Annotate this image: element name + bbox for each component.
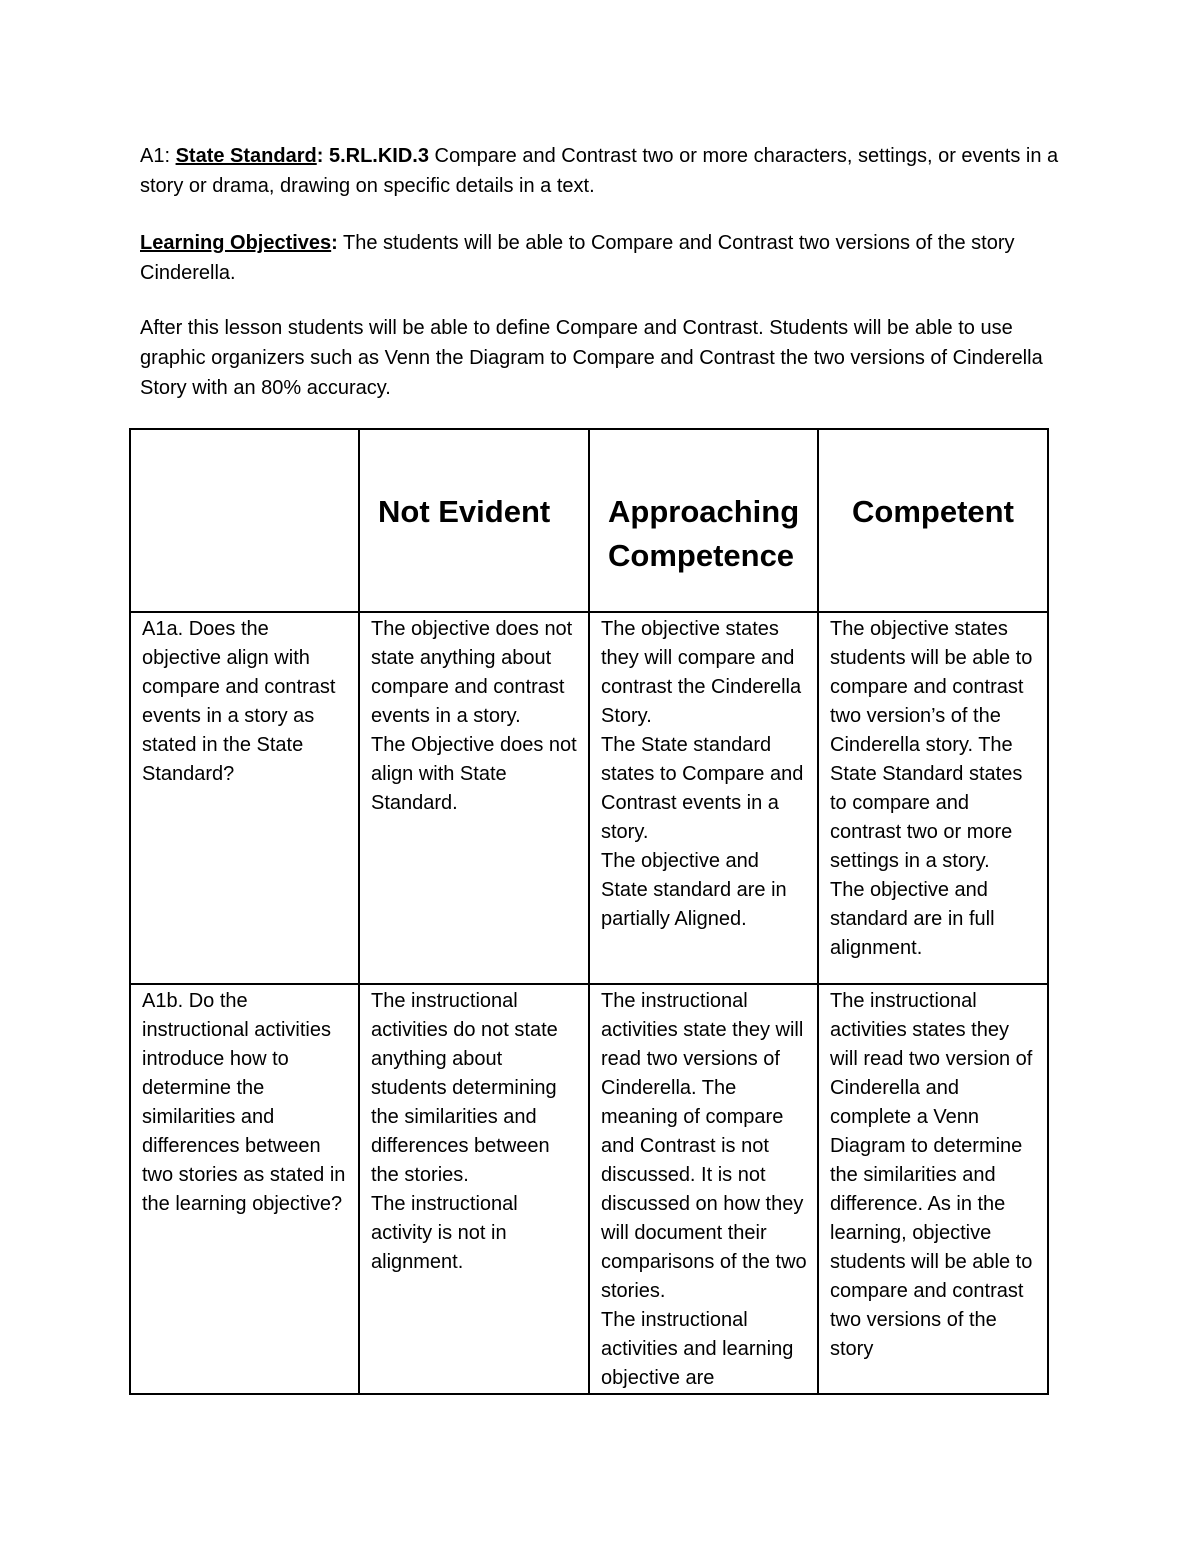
rubric-row-a1a bbox=[130, 612, 1048, 984]
header-approaching-competence: Approaching Competence bbox=[589, 429, 818, 612]
not-evident-cell bbox=[359, 984, 589, 1394]
approaching-cell bbox=[589, 612, 818, 984]
criterion-cell: A1b. Do the instructional activities introduce how to determine the similarities and differences between two stories as stated in the learning objective? bbox=[130, 984, 359, 1394]
learning-objectives-paragraph bbox=[140, 228, 1060, 288]
cell-text: The objective and State standard are in partially Aligned. bbox=[601, 850, 787, 930]
state-standard-paragraph bbox=[140, 141, 1060, 201]
state-standard-label: State Standard bbox=[175, 145, 317, 167]
cell-text: The instructional activities do not state anything about students determining the similarities and differences between the stories. bbox=[371, 990, 558, 1186]
header-empty-cell bbox=[130, 429, 359, 612]
standard-text: Compare and Contrast two or more characters, settings, or events in a story or drama, drawing on specific details in a text. bbox=[140, 145, 1059, 197]
after-lesson-paragraph: After this lesson students will be able to define Compare and Contrast. Students will be able to use graphic organizers such as Venn the Diagram to Compare and Contrast the two versions of Cinderella Story with an 80% accuracy. bbox=[140, 317, 1043, 399]
learning-objectives-label: Learning Objectives bbox=[140, 232, 332, 254]
cell-text: The instructional activities and learning objective are bbox=[601, 1309, 794, 1389]
learning-objectives-text: The students will be able to Compare and Contrast two versions of the story Cinderella. bbox=[140, 232, 1015, 284]
approaching-cell bbox=[589, 984, 818, 1394]
cell-text: The instructional activity is not in alignment. bbox=[371, 1193, 518, 1273]
competent-cell bbox=[818, 612, 1048, 984]
rubric-row-a1b bbox=[130, 984, 1048, 1394]
criterion-cell: A1a. Does the objective align with compare and contrast events in a story as stated in the State Standard? bbox=[130, 612, 359, 984]
cell-text: The objective states students will be able to compare and contrast two version’s of the Cinderella story. The State Standard states to compare and contrast two or more settings in a story. bbox=[830, 618, 1033, 872]
competent-cell bbox=[818, 984, 1048, 1394]
header-not-evident: Not Evident bbox=[359, 429, 589, 612]
rubric-table bbox=[129, 428, 1049, 1395]
state-standard-colon: : bbox=[316, 145, 324, 167]
cell-text: The objective states they will compare and contrast the Cinderella Story. bbox=[601, 618, 802, 727]
learning-objectives-colon: : bbox=[331, 232, 338, 254]
rubric-header-row bbox=[130, 429, 1048, 612]
cell-text: The objective and standard are in full alignment. bbox=[830, 879, 995, 959]
a1-prefix: A1: bbox=[140, 145, 176, 167]
cell-text: The instructional activities states they will read two version of Cinderella and complete a Venn Diagram to determine the similarities and difference. As in the learning, objective students will be able to compare and contrast two versions of the story bbox=[830, 990, 1033, 1360]
cell-text: The instructional activities state they will read two versions of Cinderella. The meaning of compare and Contrast is not discussed. It is not discussed on how they will document their comparisons of the two stories. bbox=[601, 990, 807, 1302]
cell-text: The State standard states to Compare and Contrast events in a story. bbox=[601, 734, 804, 843]
header-competent: Competent bbox=[818, 429, 1048, 612]
cell-text: The objective does not state anything about compare and contrast events in a story. bbox=[371, 618, 573, 727]
standard-code: 5.RL.KID.3 bbox=[323, 145, 429, 167]
not-evident-cell bbox=[359, 612, 589, 984]
cell-text: The Objective does not align with State Standard. bbox=[371, 734, 577, 814]
